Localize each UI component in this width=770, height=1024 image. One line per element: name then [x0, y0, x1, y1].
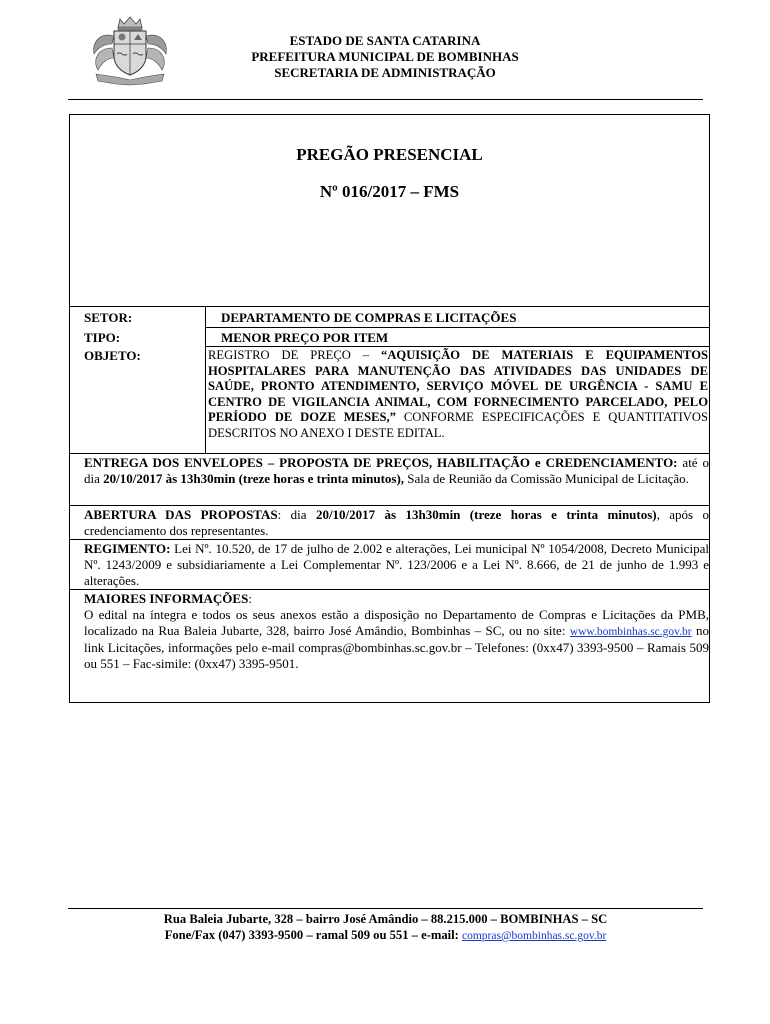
regimento-section	[84, 541, 709, 589]
entrega-text-2: Sala de Reunião da Comissão Municipal de Licitação.	[404, 471, 689, 486]
info-colon: :	[248, 591, 252, 606]
entrega-text-1: até o dia	[84, 455, 709, 486]
regimento-text: Lei Nº. 10.520, de 17 de julho de 2.002 e alterações, Lei municipal Nº 1054/2008, Decreto Municipal Nº. 1243/2009 e subsidiariamente a Lei Complementar Nº. 123/2006 e a Lei Nº. 8.666, de 21 de junho de 1.993 e alterações.	[84, 541, 709, 588]
notice-title: PREGÃO PRESENCIAL	[296, 145, 483, 164]
tipo-value: MENOR PREÇO POR ITEM	[221, 330, 389, 345]
entrega-date: 20/10/2017 às 13h30min (treze horas e trinta minutos),	[103, 471, 405, 486]
abertura-heading: ABERTURA DAS PROPOSTAS	[84, 507, 278, 522]
abertura-text-1: : dia	[277, 507, 316, 522]
objeto-description: “AQUISIÇÃO DE MATERIAIS E EQUIPAMENTOS HOSPITALARES PARA MANUTENÇÃO DAS ATIVIDADES DAS UNIDADES DE SAÚDE, PRONTO ATENDIMENTO, SERVIÇO MÓVEL DE URGÊNCIA - SAMU E CENTRO DE VIGILANCIA ANIMAL, COM FORNECIMENTO PARCELADO, PELO PERÍODO DE DOZE MESES,”	[208, 348, 708, 424]
section-divider	[70, 589, 709, 590]
objeto-prefix: REGISTRO DE PREÇO –	[208, 348, 382, 362]
setor-label: SETOR:	[84, 310, 133, 325]
section-divider	[70, 505, 709, 506]
abertura-text-2: , após o credenciamento dos representantes.	[84, 507, 709, 538]
regimento-heading: REGIMENTO:	[84, 541, 171, 556]
abertura-date: 20/10/2017 às 13h30min (treze horas e trinta minutos)	[315, 507, 657, 522]
document-footer	[68, 911, 703, 944]
footer-email-link[interactable]: compras@bombinhas.sc.gov.br	[462, 930, 607, 942]
info-section	[84, 591, 709, 672]
header-prefecture: PREFEITURA MUNICIPAL DE BOMBINHAS	[251, 49, 519, 64]
tipo-label: TIPO:	[84, 330, 121, 345]
objeto-suffix: CONFORME ESPECIFICAÇÕES E QUANTITATIVOS DESCRITOS NO ANEXO I DESTE EDITAL.	[208, 410, 708, 440]
header-secretariat: SECRETARIA DE ADMINISTRAÇÃO	[274, 65, 496, 80]
objeto-label: OBJETO:	[84, 348, 141, 363]
table-divider	[205, 327, 709, 328]
footer-contact	[68, 927, 703, 944]
info-text-2: no link Licitações, informações pelo e-mail compras@bombinhas.sc.gov.br – Telefones: (0xx47) 3393-9500 – Ramais 509 ou 551 – Fac-simile: (0xx47) 3395-9501.	[84, 623, 709, 671]
table-column-divider	[205, 306, 206, 453]
notice-frame	[69, 114, 710, 703]
header-state: ESTADO DE SANTA CATARINA	[289, 33, 481, 48]
website-link[interactable]: www.bombinhas.sc.gov.br	[569, 626, 692, 638]
setor-value: DEPARTAMENTO DE COMPRAS E LICITAÇÕES	[221, 310, 517, 325]
info-heading: MAIORES INFORMAÇÕES	[84, 591, 249, 606]
table-divider	[70, 306, 709, 307]
info-text-1: O edital na íntegra e todos os seus anexos estão a disposição no Departamento de Compras e Licitações da PMB, localizado na Rua Baleia Jubarte, 328, bairro José Amândio, Bombinhas – SC, ou no site:	[84, 607, 709, 638]
abertura-section	[84, 507, 709, 539]
entrega-section	[84, 455, 709, 487]
document-header	[200, 33, 570, 81]
objeto-value	[208, 348, 708, 441]
table-divider	[205, 346, 709, 347]
header-divider	[68, 99, 703, 100]
notice-number: Nº 016/2017 – FMS	[319, 182, 460, 201]
municipal-coat-of-arms-icon	[82, 14, 178, 86]
entrega-heading: ENTREGA DOS ENVELOPES – PROPOSTA DE PREÇOS, HABILITAÇÃO e CREDENCIAMENTO:	[84, 455, 678, 470]
section-divider	[70, 539, 709, 540]
footer-phone: Fone/Fax (047) 3393-9500 – ramal 509 ou 551 – e-mail:	[164, 928, 462, 942]
footer-divider	[68, 908, 703, 909]
section-divider	[70, 453, 709, 454]
footer-address: Rua Baleia Jubarte, 328 – bairro José Amândio – 88.215.000 – BOMBINHAS – SC	[163, 912, 608, 926]
